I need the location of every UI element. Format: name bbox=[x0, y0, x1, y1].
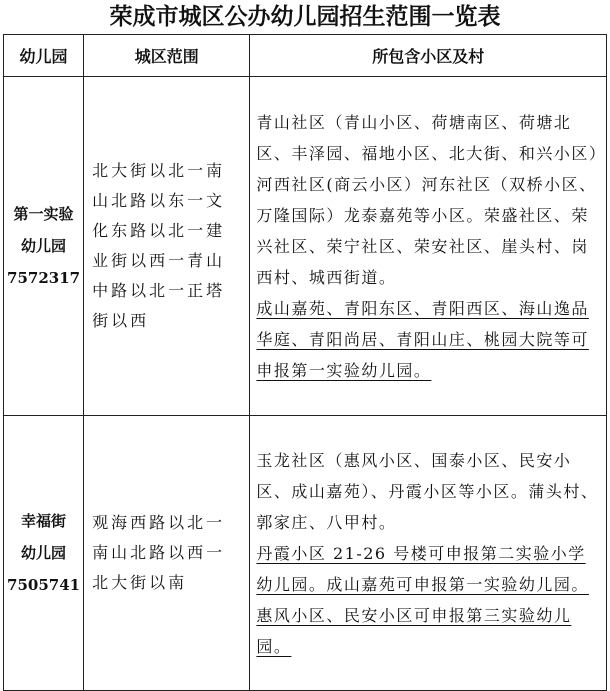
header-kindergarten: 幼儿园 bbox=[4, 35, 84, 77]
communities-cell bbox=[250, 77, 607, 416]
communities-note: 丹霞小区 21-26 号楼可申报第二实验小学幼儿园。成山嘉苑可申报第一实验幼儿园。惠风小区、民安小区可申报第三实验幼儿园。 bbox=[256, 543, 589, 656]
table-row bbox=[4, 416, 607, 691]
kindergarten-phone: 7572317 bbox=[7, 269, 81, 287]
kindergarten-name: 幸福街 bbox=[21, 512, 67, 530]
header-row bbox=[4, 35, 607, 77]
kindergarten-name-suffix: 幼儿园 bbox=[21, 544, 67, 562]
kindergarten-name-suffix: 幼儿园 bbox=[21, 237, 67, 255]
kindergarten-cell bbox=[4, 77, 84, 416]
header-communities: 所包含小区及村 bbox=[250, 35, 607, 77]
communities-cell bbox=[250, 416, 607, 691]
communities-note: 成山嘉苑、青阳东区、青阳西区、海山逸品华庭、青阳尚居、青阳山庄、桃园大院等可申报第一实验幼儿园。 bbox=[256, 298, 589, 380]
table-row bbox=[4, 77, 607, 416]
communities-text: 青山社区（青山小区、荷塘南区、荷塘北区、丰泽园、福地小区、北大街、和兴小区）河西社区(商云小区）河东社区（双桥小区、万隆国际）龙泰嘉苑等小区。荣盛社区、荣兴社区、荣宁社区、荣安社区、崖头村、岗西村、城西街道。 bbox=[256, 112, 599, 287]
range-cell: 观海西路以北一南山北路以西一北大街以南 bbox=[84, 416, 250, 691]
kindergarten-phone: 7505741 bbox=[7, 576, 81, 594]
kindergarten-name: 第一实验 bbox=[13, 205, 74, 223]
enrollment-table bbox=[3, 34, 607, 691]
page-title: 荣成市城区公办幼儿园招生范围一览表 bbox=[109, 3, 501, 30]
kindergarten-cell bbox=[4, 416, 84, 691]
header-range: 城区范围 bbox=[84, 35, 250, 77]
communities-text: 玉龙社区（惠风小区、国泰小区、民安小区、成山嘉苑）、丹霞小区等小区。蒲头村、郭家庄、八甲村。 bbox=[256, 450, 599, 532]
range-cell: 北大街以北一南山北路以东一文化东路以北一建业街以西一青山中路以北一正塔街以西 bbox=[84, 77, 250, 416]
